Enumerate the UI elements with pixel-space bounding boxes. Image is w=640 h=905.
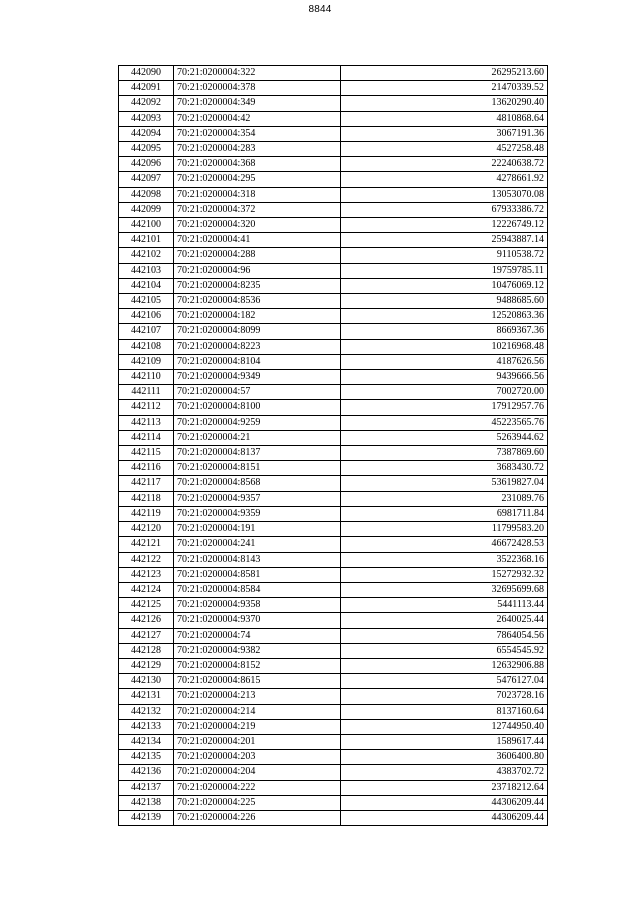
cadastral-number-cell: 70:21:0200004:372: [174, 202, 341, 217]
value-cell: 7864054.56: [341, 628, 548, 643]
value-cell: 5263944.62: [341, 430, 548, 445]
cadastral-number-cell: 70:21:0200004:8100: [174, 400, 341, 415]
value-cell: 3067191.36: [341, 126, 548, 141]
table-row: [119, 202, 548, 217]
row-id-cell: 442120: [119, 522, 174, 537]
cadastral-number-cell: 70:21:0200004:8099: [174, 324, 341, 339]
value-cell: 25943887.14: [341, 233, 548, 248]
cadastral-number-cell: 70:21:0200004:8137: [174, 446, 341, 461]
value-cell: 4383702.72: [341, 765, 548, 780]
table-row: [119, 96, 548, 111]
cadastral-number-cell: 70:21:0200004:288: [174, 248, 341, 263]
value-cell: 12520863.36: [341, 309, 548, 324]
table-row: [119, 157, 548, 172]
value-cell: 32695699.68: [341, 582, 548, 597]
value-cell: 8137160.64: [341, 704, 548, 719]
value-cell: 22240638.72: [341, 157, 548, 172]
cadastral-number-cell: 70:21:0200004:8104: [174, 354, 341, 369]
row-id-cell: 442127: [119, 628, 174, 643]
value-cell: 9439666.56: [341, 370, 548, 385]
table-row: [119, 689, 548, 704]
value-cell: 12632906.88: [341, 658, 548, 673]
cadastral-number-cell: 70:21:0200004:8152: [174, 658, 341, 673]
cadastral-number-cell: 70:21:0200004:9349: [174, 370, 341, 385]
value-cell: 9488685.60: [341, 294, 548, 309]
table-row: [119, 674, 548, 689]
row-id-cell: 442128: [119, 643, 174, 658]
table-row: [119, 294, 548, 309]
row-id-cell: 442095: [119, 142, 174, 157]
row-id-cell: 442121: [119, 537, 174, 552]
row-id-cell: 442116: [119, 461, 174, 476]
cadastral-number-cell: 70:21:0200004:225: [174, 795, 341, 810]
cadastral-number-cell: 70:21:0200004:219: [174, 719, 341, 734]
table-row: [119, 780, 548, 795]
row-id-cell: 442134: [119, 734, 174, 749]
cadastral-number-cell: 70:21:0200004:8151: [174, 461, 341, 476]
value-cell: 15272932.32: [341, 567, 548, 582]
row-id-cell: 442138: [119, 795, 174, 810]
cadastral-number-cell: 70:21:0200004:349: [174, 96, 341, 111]
value-cell: 5441113.44: [341, 598, 548, 613]
value-cell: 3522368.16: [341, 552, 548, 567]
row-id-cell: 442110: [119, 370, 174, 385]
value-cell: 21470339.52: [341, 81, 548, 96]
table-row: [119, 598, 548, 613]
value-cell: 4810868.64: [341, 111, 548, 126]
row-id-cell: 442133: [119, 719, 174, 734]
row-id-cell: 442112: [119, 400, 174, 415]
value-cell: 4187626.56: [341, 354, 548, 369]
cadastral-number-cell: 70:21:0200004:8568: [174, 476, 341, 491]
cadastral-number-cell: 70:21:0200004:8235: [174, 278, 341, 293]
cadastral-number-cell: 70:21:0200004:8615: [174, 674, 341, 689]
table-row: [119, 567, 548, 582]
row-id-cell: 442108: [119, 339, 174, 354]
row-id-cell: 442107: [119, 324, 174, 339]
value-cell: 231089.76: [341, 491, 548, 506]
table-row: [119, 415, 548, 430]
row-id-cell: 442092: [119, 96, 174, 111]
row-id-cell: 442129: [119, 658, 174, 673]
table-row: [119, 66, 548, 81]
table-row: [119, 658, 548, 673]
value-cell: 8669367.36: [341, 324, 548, 339]
table-row: [119, 537, 548, 552]
table-row: [119, 734, 548, 749]
row-id-cell: 442090: [119, 66, 174, 81]
cadastral-number-cell: 70:21:0200004:322: [174, 66, 341, 81]
row-id-cell: 442132: [119, 704, 174, 719]
cadastral-number-cell: 70:21:0200004:9358: [174, 598, 341, 613]
row-id-cell: 442130: [119, 674, 174, 689]
value-cell: 3606400.80: [341, 750, 548, 765]
row-id-cell: 442124: [119, 582, 174, 597]
cadastral-number-cell: 70:21:0200004:226: [174, 810, 341, 825]
value-cell: 23718212.64: [341, 780, 548, 795]
cadastral-number-cell: 70:21:0200004:214: [174, 704, 341, 719]
table-row: [119, 765, 548, 780]
cadastral-number-cell: 70:21:0200004:354: [174, 126, 341, 141]
table-row: [119, 278, 548, 293]
value-cell: 7002720.00: [341, 385, 548, 400]
value-cell: 7387869.60: [341, 446, 548, 461]
row-id-cell: 442126: [119, 613, 174, 628]
cadastral-number-cell: 70:21:0200004:318: [174, 187, 341, 202]
table-row: [119, 233, 548, 248]
cadastral-number-cell: 70:21:0200004:9382: [174, 643, 341, 658]
cadastral-number-cell: 70:21:0200004:203: [174, 750, 341, 765]
value-cell: 10216968.48: [341, 339, 548, 354]
cadastral-number-cell: 70:21:0200004:41: [174, 233, 341, 248]
row-id-cell: 442106: [119, 309, 174, 324]
cadastral-value-table: [118, 65, 548, 826]
row-id-cell: 442111: [119, 385, 174, 400]
value-cell: 12226749.12: [341, 218, 548, 233]
row-id-cell: 442101: [119, 233, 174, 248]
table-row: [119, 400, 548, 415]
value-cell: 13053070.08: [341, 187, 548, 202]
row-id-cell: 442117: [119, 476, 174, 491]
row-id-cell: 442122: [119, 552, 174, 567]
value-cell: 67933386.72: [341, 202, 548, 217]
value-cell: 13620290.40: [341, 96, 548, 111]
table-row: [119, 430, 548, 445]
table-row: [119, 263, 548, 278]
table-row: [119, 385, 548, 400]
table-row: [119, 142, 548, 157]
table-row: [119, 795, 548, 810]
row-id-cell: 442137: [119, 780, 174, 795]
table-row: [119, 522, 548, 537]
value-cell: 6981711.84: [341, 506, 548, 521]
cadastral-number-cell: 70:21:0200004:191: [174, 522, 341, 537]
table-row: [119, 218, 548, 233]
row-id-cell: 442100: [119, 218, 174, 233]
cadastral-number-cell: 70:21:0200004:368: [174, 157, 341, 172]
row-id-cell: 442096: [119, 157, 174, 172]
row-id-cell: 442109: [119, 354, 174, 369]
row-id-cell: 442114: [119, 430, 174, 445]
value-cell: 3683430.72: [341, 461, 548, 476]
cadastral-number-cell: 70:21:0200004:74: [174, 628, 341, 643]
row-id-cell: 442118: [119, 491, 174, 506]
table-row: [119, 491, 548, 506]
row-id-cell: 442113: [119, 415, 174, 430]
cadastral-number-cell: 70:21:0200004:8581: [174, 567, 341, 582]
value-cell: 19759785.11: [341, 263, 548, 278]
cadastral-number-cell: 70:21:0200004:9259: [174, 415, 341, 430]
row-id-cell: 442094: [119, 126, 174, 141]
table-row: [119, 582, 548, 597]
row-id-cell: 442139: [119, 810, 174, 825]
cadastral-number-cell: 70:21:0200004:8584: [174, 582, 341, 597]
row-id-cell: 442119: [119, 506, 174, 521]
cadastral-number-cell: 70:21:0200004:295: [174, 172, 341, 187]
value-cell: 11799583.20: [341, 522, 548, 537]
row-id-cell: 442131: [119, 689, 174, 704]
row-id-cell: 442098: [119, 187, 174, 202]
row-id-cell: 442104: [119, 278, 174, 293]
table-row: [119, 613, 548, 628]
cadastral-number-cell: 70:21:0200004:8223: [174, 339, 341, 354]
value-cell: 26295213.60: [341, 66, 548, 81]
value-cell: 2640025.44: [341, 613, 548, 628]
value-cell: 12744950.40: [341, 719, 548, 734]
table-row: [119, 354, 548, 369]
cadastral-number-cell: 70:21:0200004:21: [174, 430, 341, 445]
value-cell: 4527258.48: [341, 142, 548, 157]
value-cell: 6554545.92: [341, 643, 548, 658]
table-row: [119, 81, 548, 96]
cadastral-number-cell: 70:21:0200004:241: [174, 537, 341, 552]
table-row: [119, 750, 548, 765]
table-row: [119, 324, 548, 339]
table-row: [119, 628, 548, 643]
table-row: [119, 309, 548, 324]
cadastral-number-cell: 70:21:0200004:222: [174, 780, 341, 795]
cadastral-number-cell: 70:21:0200004:320: [174, 218, 341, 233]
value-cell: 9110538.72: [341, 248, 548, 263]
value-cell: 45223565.76: [341, 415, 548, 430]
cadastral-number-cell: 70:21:0200004:182: [174, 309, 341, 324]
page-number: 8844: [308, 4, 332, 15]
table-row: [119, 126, 548, 141]
table-body: [119, 66, 548, 826]
cadastral-number-cell: 70:21:0200004:204: [174, 765, 341, 780]
cadastral-number-cell: 70:21:0200004:378: [174, 81, 341, 96]
table-row: [119, 552, 548, 567]
table-row: [119, 446, 548, 461]
cadastral-number-cell: 70:21:0200004:201: [174, 734, 341, 749]
value-cell: 4278661.92: [341, 172, 548, 187]
row-id-cell: 442123: [119, 567, 174, 582]
value-cell: 10476069.12: [341, 278, 548, 293]
value-cell: 44306209.44: [341, 810, 548, 825]
value-cell: 5476127.04: [341, 674, 548, 689]
table-row: [119, 172, 548, 187]
value-cell: 53619827.04: [341, 476, 548, 491]
cadastral-number-cell: 70:21:0200004:213: [174, 689, 341, 704]
cadastral-number-cell: 70:21:0200004:9370: [174, 613, 341, 628]
table-row: [119, 476, 548, 491]
row-id-cell: 442091: [119, 81, 174, 96]
row-id-cell: 442102: [119, 248, 174, 263]
table-row: [119, 339, 548, 354]
cadastral-number-cell: 70:21:0200004:9357: [174, 491, 341, 506]
cadastral-number-cell: 70:21:0200004:9359: [174, 506, 341, 521]
row-id-cell: 442103: [119, 263, 174, 278]
table-row: [119, 370, 548, 385]
value-cell: 17912957.76: [341, 400, 548, 415]
row-id-cell: 442099: [119, 202, 174, 217]
row-id-cell: 442125: [119, 598, 174, 613]
value-cell: 46672428.53: [341, 537, 548, 552]
row-id-cell: 442093: [119, 111, 174, 126]
row-id-cell: 442097: [119, 172, 174, 187]
row-id-cell: 442115: [119, 446, 174, 461]
row-id-cell: 442135: [119, 750, 174, 765]
row-id-cell: 442136: [119, 765, 174, 780]
value-cell: 44306209.44: [341, 795, 548, 810]
cadastral-number-cell: 70:21:0200004:283: [174, 142, 341, 157]
cadastral-number-cell: 70:21:0200004:57: [174, 385, 341, 400]
value-cell: 1589617.44: [341, 734, 548, 749]
table-row: [119, 810, 548, 825]
table-row: [119, 506, 548, 521]
cadastral-number-cell: 70:21:0200004:42: [174, 111, 341, 126]
table-row: [119, 704, 548, 719]
cadastral-number-cell: 70:21:0200004:96: [174, 263, 341, 278]
table-row: [119, 461, 548, 476]
table-row: [119, 643, 548, 658]
table-row: [119, 248, 548, 263]
row-id-cell: 442105: [119, 294, 174, 309]
table-row: [119, 187, 548, 202]
table-row: [119, 111, 548, 126]
value-cell: 7023728.16: [341, 689, 548, 704]
table-row: [119, 719, 548, 734]
cadastral-number-cell: 70:21:0200004:8143: [174, 552, 341, 567]
cadastral-number-cell: 70:21:0200004:8536: [174, 294, 341, 309]
